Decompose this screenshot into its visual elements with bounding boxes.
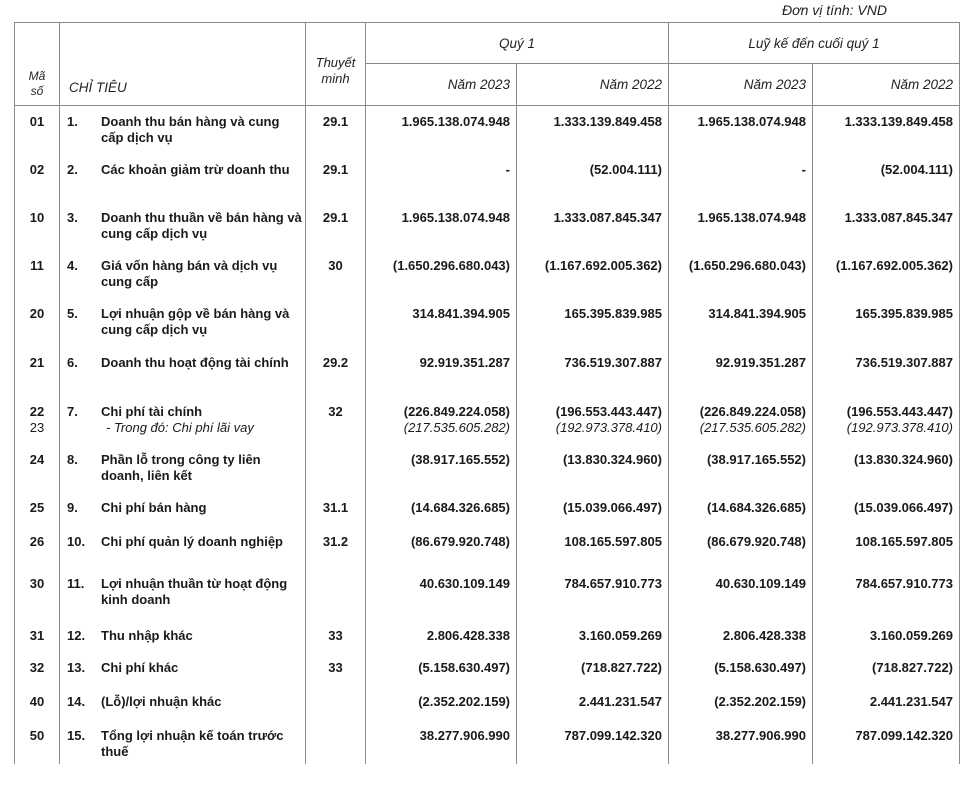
cell-value [813, 154, 960, 202]
cell-note [306, 396, 366, 444]
cell-value [366, 202, 517, 250]
cell-value [366, 620, 517, 652]
row-index: 9. [67, 499, 78, 515]
row-item [60, 728, 305, 760]
cell-code [15, 298, 60, 347]
row-index: 3. [67, 209, 78, 225]
cell-value [669, 347, 813, 396]
header-thuyet-minh-line2: minh [321, 70, 350, 86]
cell-label [60, 396, 306, 444]
table-row [15, 396, 960, 444]
table-row [15, 444, 960, 492]
row-value: 784.657.910.773 [855, 575, 953, 591]
cell-label [60, 620, 306, 652]
row-value: 1.333.087.845.347 [844, 209, 953, 225]
cell-value [517, 652, 669, 686]
header-ma-so-line1: Mã [28, 69, 46, 83]
header-ma-so [15, 23, 60, 106]
cell-code [15, 492, 60, 526]
cell-note [306, 202, 366, 250]
cell-value [669, 492, 813, 526]
row-value: (226.849.224.058) [699, 403, 806, 419]
row-value: 1.965.138.074.948 [401, 114, 510, 129]
table-row [15, 526, 960, 568]
row-value: (226.849.224.058) [403, 403, 510, 419]
row-note: 29.1 [322, 161, 349, 177]
row-value: (52.004.111) [589, 161, 662, 177]
cell-value [517, 202, 669, 250]
cell-note [306, 720, 366, 764]
cell-value [517, 250, 669, 298]
cell-label [60, 202, 306, 250]
cell-code [15, 106, 60, 154]
cell-value [366, 396, 517, 444]
row-label: Doanh thu thuần về bán hàng và cung cấp dịch vụ [101, 209, 302, 241]
cell-value [517, 298, 669, 347]
cell-value [366, 106, 517, 154]
row-value: (196.553.443.447) [555, 403, 662, 419]
row-label: Doanh thu hoạt động tài chính [101, 354, 289, 370]
cell-note [306, 298, 366, 347]
table-row [15, 298, 960, 347]
cell-label [60, 492, 306, 526]
row-index: 14. [67, 693, 86, 709]
row-code: 25 [29, 499, 45, 515]
cell-value [366, 444, 517, 492]
row-code: 20 [29, 305, 45, 321]
cell-value [366, 250, 517, 298]
cell-value [366, 568, 517, 620]
row-value: 92.919.351.287 [715, 354, 806, 370]
cell-value [813, 686, 960, 720]
header-q1-2022: Năm 2022 [517, 64, 669, 106]
cell-value [517, 396, 669, 444]
row-item [60, 452, 305, 484]
row-code: 26 [29, 533, 45, 549]
row-label: Doanh thu bán hàng và cung cấp dịch vụ [101, 114, 280, 145]
cell-value [813, 620, 960, 652]
row-sub-value: (217.535.605.282) [403, 419, 510, 435]
row-index: 2. [67, 161, 78, 177]
cell-value [669, 620, 813, 652]
row-code: 02 [29, 161, 45, 177]
table-row [15, 568, 960, 620]
cell-value [366, 347, 517, 396]
row-label: Phần lỗ trong công ty liên doanh, liên kết [101, 451, 261, 483]
row-value: 38.277.906.990 [419, 727, 510, 743]
cell-label [60, 444, 306, 492]
cell-value [517, 720, 669, 764]
row-label: Lợi nhuận thuần từ hoạt động kinh doanh [101, 575, 288, 607]
cell-note [306, 347, 366, 396]
cell-value [669, 106, 813, 154]
row-value: 108.165.597.805 [855, 533, 953, 549]
row-value: 165.395.839.985 [564, 305, 662, 321]
cell-code [15, 686, 60, 720]
row-note: 29.1 [322, 114, 349, 129]
cell-value [813, 652, 960, 686]
header-chi-tieu: CHỈ TIÊU [60, 23, 306, 106]
cell-code [15, 568, 60, 620]
table-row [15, 250, 960, 298]
row-value: 1.333.087.845.347 [553, 209, 662, 225]
table-row [15, 202, 960, 250]
row-index: 12. [67, 627, 86, 643]
cell-value [669, 202, 813, 250]
cell-code [15, 652, 60, 686]
row-sub-value: (192.973.378.410) [555, 419, 662, 435]
cell-value [669, 568, 813, 620]
row-value: (38.917.165.552) [410, 451, 510, 467]
cell-value [669, 298, 813, 347]
row-item [60, 576, 305, 608]
cell-note [306, 526, 366, 568]
row-value: 736.519.307.887 [564, 354, 662, 370]
header-group-luy-ke: Luỹ kế đến cuối quý 1 [669, 23, 960, 64]
row-code: 24 [29, 451, 45, 467]
cell-value [813, 526, 960, 568]
cell-value [517, 526, 669, 568]
cell-label [60, 686, 306, 720]
row-value: (1.167.692.005.362) [544, 257, 662, 273]
row-item [60, 306, 305, 338]
cell-value [517, 444, 669, 492]
row-value: 108.165.597.805 [564, 533, 662, 549]
row-value: 314.841.394.905 [412, 305, 510, 321]
table-row [15, 492, 960, 526]
cell-code [15, 202, 60, 250]
row-item [60, 355, 305, 371]
row-code: 40 [29, 693, 45, 709]
row-note: 32 [328, 403, 343, 419]
row-note: 33 [328, 627, 343, 643]
row-value: (52.004.111) [880, 161, 953, 177]
row-value: (196.553.443.447) [846, 403, 953, 419]
row-index: 15. [67, 727, 86, 743]
header-q1-2023: Năm 2023 [366, 64, 517, 106]
row-value: 1.965.138.074.948 [401, 209, 510, 225]
row-note: 30 [328, 257, 343, 273]
cell-value [669, 444, 813, 492]
income-statement-table [14, 22, 960, 764]
cell-value [813, 396, 960, 444]
row-sub-value: (217.535.605.282) [699, 419, 806, 435]
cell-value [669, 686, 813, 720]
row-value: (5.158.630.497) [714, 659, 806, 675]
row-value: (2.352.202.159) [714, 693, 806, 709]
row-value: (1.650.296.680.043) [392, 257, 510, 273]
row-value: (86.679.920.748) [706, 533, 806, 549]
header-ma-so-line2: số [30, 84, 44, 98]
row-value: 784.657.910.773 [564, 575, 662, 591]
row-index: 13. [67, 659, 86, 675]
row-value: 2.806.428.338 [426, 627, 510, 643]
row-item [60, 534, 305, 550]
cell-label [60, 526, 306, 568]
cell-label [60, 652, 306, 686]
table-row [15, 347, 960, 396]
row-value: 92.919.351.287 [419, 354, 510, 370]
cell-value [669, 396, 813, 444]
row-value: (718.827.722) [872, 659, 953, 675]
row-label: Giá vốn hàng bán và dịch vụ cung cấp [101, 257, 278, 289]
cell-value [366, 154, 517, 202]
cell-label [60, 154, 306, 202]
row-code: 22 [29, 403, 45, 419]
cell-value [813, 444, 960, 492]
cell-value [517, 492, 669, 526]
cell-value [517, 154, 669, 202]
row-item [60, 258, 305, 290]
row-note: 31.1 [322, 499, 349, 515]
row-code: 01 [29, 114, 45, 129]
row-value: (13.830.324.960) [562, 451, 662, 467]
cell-value [813, 250, 960, 298]
row-value: - [505, 161, 510, 177]
cell-code [15, 347, 60, 396]
row-item [60, 210, 305, 242]
row-code: 21 [29, 354, 45, 370]
row-index: 8. [67, 451, 78, 467]
cell-label [60, 298, 306, 347]
header-thuyet-minh [306, 23, 366, 106]
cell-value [813, 298, 960, 347]
row-sub-label: - Trong đó: Chi phí lãi vay [106, 419, 254, 435]
cell-label [60, 106, 306, 154]
row-value: 2.441.231.547 [578, 693, 662, 709]
table-body [15, 106, 960, 764]
cell-value [669, 526, 813, 568]
row-value: 3.160.059.269 [869, 627, 953, 643]
cell-value [669, 154, 813, 202]
table-row [15, 686, 960, 720]
row-value: 736.519.307.887 [855, 354, 953, 370]
cell-value [669, 720, 813, 764]
cell-label [60, 347, 306, 396]
row-note: 31.2 [322, 533, 349, 549]
row-value: 2.806.428.338 [722, 627, 806, 643]
row-label: (Lỗ)/lợi nhuận khác [101, 693, 222, 709]
row-item [60, 628, 305, 644]
row-value: (1.650.296.680.043) [688, 257, 806, 273]
cell-code [15, 444, 60, 492]
row-label: Thu nhập khác [101, 627, 193, 643]
header-ytd-2023: Năm 2023 [669, 64, 813, 106]
cell-value [669, 250, 813, 298]
cell-note [306, 106, 366, 154]
row-code: 30 [29, 575, 45, 591]
row-value: (15.039.066.497) [853, 499, 953, 515]
row-sub-value: (192.973.378.410) [846, 419, 953, 435]
cell-note [306, 620, 366, 652]
row-index: 10. [67, 533, 86, 549]
table-row [15, 652, 960, 686]
cell-note [306, 652, 366, 686]
table-row [15, 154, 960, 202]
cell-code [15, 396, 60, 444]
row-item [60, 694, 305, 710]
cell-value [366, 492, 517, 526]
table-row [15, 720, 960, 764]
table-row [15, 106, 960, 154]
cell-value [813, 720, 960, 764]
row-value: (38.917.165.552) [706, 451, 806, 467]
row-value: 1.333.139.849.458 [844, 114, 953, 129]
cell-note [306, 444, 366, 492]
cell-code [15, 620, 60, 652]
cell-note [306, 492, 366, 526]
row-item [60, 114, 305, 146]
cell-value [366, 298, 517, 347]
row-index: 11. [67, 575, 85, 591]
cell-value [366, 720, 517, 764]
row-value: (1.167.692.005.362) [835, 257, 953, 273]
row-code: 32 [29, 659, 45, 675]
row-value: 787.099.142.320 [855, 727, 953, 743]
row-value: (86.679.920.748) [410, 533, 510, 549]
cell-value [366, 526, 517, 568]
row-value: (14.684.326.685) [706, 499, 806, 515]
row-value: 40.630.109.149 [419, 575, 510, 591]
row-label: Chi phí bán hàng [101, 499, 207, 515]
cell-code [15, 250, 60, 298]
cell-code [15, 154, 60, 202]
row-value: 314.841.394.905 [708, 305, 806, 321]
cell-code [15, 720, 60, 764]
cell-value [517, 568, 669, 620]
cell-value [813, 202, 960, 250]
cell-value [813, 568, 960, 620]
cell-value [366, 652, 517, 686]
cell-note [306, 250, 366, 298]
row-item [60, 660, 305, 676]
cell-label [60, 568, 306, 620]
cell-value [517, 620, 669, 652]
row-value: (5.158.630.497) [418, 659, 510, 675]
row-value: 3.160.059.269 [578, 627, 662, 643]
row-value: (13.830.324.960) [853, 451, 953, 467]
row-value: 2.441.231.547 [869, 693, 953, 709]
cell-code [15, 526, 60, 568]
row-value: 1.965.138.074.948 [697, 114, 806, 129]
row-item [60, 404, 305, 420]
row-value: - [801, 161, 806, 177]
row-note: 33 [328, 659, 343, 675]
cell-note [306, 568, 366, 620]
row-index: 5. [67, 305, 78, 321]
cell-label [60, 720, 306, 764]
row-item [60, 500, 305, 516]
row-item [60, 162, 305, 178]
cell-value [517, 106, 669, 154]
row-index: 4. [67, 257, 78, 273]
row-label: Tổng lợi nhuận kế toán trước thuế [101, 727, 284, 759]
header-group-q1: Quý 1 [366, 23, 669, 64]
table-row [15, 620, 960, 652]
row-index: 7. [67, 403, 78, 419]
row-value: (2.352.202.159) [418, 693, 510, 709]
cell-value [813, 347, 960, 396]
cell-value [669, 652, 813, 686]
cell-value [366, 686, 517, 720]
row-label: Chi phí tài chính [101, 403, 203, 419]
row-note: 29.1 [322, 209, 349, 225]
row-value: (15.039.066.497) [562, 499, 662, 515]
header-thuyet-minh-line1: Thuyết [315, 54, 356, 70]
row-index: 1. [67, 114, 78, 129]
row-value: 38.277.906.990 [715, 727, 806, 743]
row-label: Chi phí quản lý doanh nghiệp [101, 533, 283, 549]
row-code: 11 [30, 257, 44, 273]
row-label: Chi phí khác [101, 659, 179, 675]
cell-value [517, 347, 669, 396]
row-value: 165.395.839.985 [855, 305, 953, 321]
cell-note [306, 154, 366, 202]
row-value: (718.827.722) [581, 659, 662, 675]
cell-label [60, 250, 306, 298]
row-code: 31 [29, 627, 45, 643]
row-sub-code: 23 [29, 419, 45, 435]
row-value: 40.630.109.149 [715, 575, 806, 591]
row-label: Các khoản giảm trừ doanh thu [101, 161, 290, 177]
unit-label: Đơn vị tính: VND [782, 2, 887, 18]
row-label: Lợi nhuận gộp về bán hàng và cung cấp dịch vụ [101, 305, 290, 337]
cell-value [517, 686, 669, 720]
row-code: 50 [29, 727, 45, 743]
row-value: 787.099.142.320 [564, 727, 662, 743]
row-note: 29.2 [322, 354, 349, 370]
row-value: (14.684.326.685) [410, 499, 510, 515]
cell-value [813, 106, 960, 154]
cell-value [813, 492, 960, 526]
row-index: 6. [67, 354, 78, 370]
cell-note [306, 686, 366, 720]
row-value: 1.333.139.849.458 [553, 114, 662, 129]
row-value: 1.965.138.074.948 [697, 209, 806, 225]
row-code: 10 [29, 209, 45, 225]
header-ytd-2022: Năm 2022 [813, 64, 960, 106]
